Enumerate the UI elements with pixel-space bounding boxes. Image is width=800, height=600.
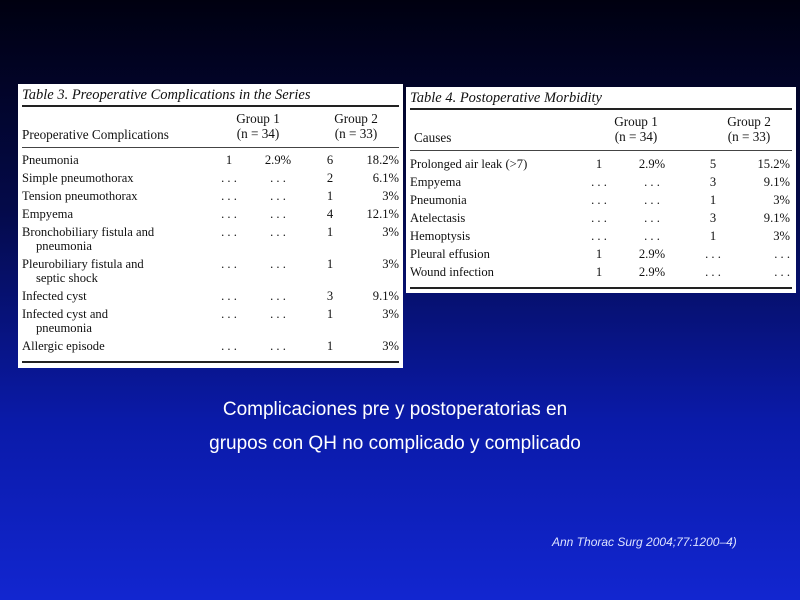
- table4-group2-header: [709, 114, 789, 144]
- cell-g1n: . . .: [221, 339, 237, 353]
- cell-g2p: 3%: [773, 229, 790, 243]
- cell-g2p: . . .: [774, 247, 790, 261]
- cell-g2p: 18.2%: [366, 153, 399, 167]
- cell-g2n: 1: [709, 229, 717, 243]
- row-label-line: Pneumonia: [22, 153, 79, 167]
- cell-g1p: 2.9%: [638, 247, 666, 261]
- cell-g1p: . . .: [270, 207, 286, 221]
- table3-col-label: Preoperative Complications: [22, 127, 169, 142]
- table-row: [406, 229, 796, 247]
- row-label-line: Infected cyst and: [22, 307, 109, 321]
- table3-group1-label: Group 1: [236, 111, 280, 126]
- cell-g1p: . . .: [270, 339, 286, 353]
- cell-g2p: 9.1%: [763, 175, 790, 189]
- row-label-line: pneumonia: [36, 239, 92, 253]
- caption-line-2: grupos con QH no complicado y complicado: [209, 433, 581, 454]
- cell-g1n: . . .: [591, 229, 607, 243]
- cell-g2n: 3: [709, 175, 717, 189]
- cell-g2n: 1: [326, 307, 334, 321]
- table4-group2-label: Group 2: [727, 114, 771, 129]
- cell-g1p: . . .: [644, 193, 660, 207]
- table-row: [18, 289, 403, 307]
- table-row: [18, 225, 403, 257]
- cell-g1p: 2.9%: [638, 265, 666, 279]
- cell-g2p: 3%: [382, 225, 399, 239]
- row-label-line: Pleural effusion: [410, 247, 490, 261]
- cell-g1p: . . .: [270, 289, 286, 303]
- row-label-line: Atelectasis: [410, 211, 466, 225]
- cell-g1n: . . .: [221, 307, 237, 321]
- row-label-line: Tension pneumothorax: [22, 189, 138, 203]
- table-row: [406, 247, 796, 265]
- table3-group2-n: (n = 33): [334, 126, 378, 141]
- cell-g2n: 3: [326, 289, 334, 303]
- cell-g2p: 3%: [382, 189, 399, 203]
- row-label-line: Pneumonia: [410, 193, 467, 207]
- table4-title: Table 4. Postoperative Morbidity: [410, 90, 602, 106]
- table-row: [18, 207, 403, 225]
- cell-g2p: 9.1%: [372, 289, 399, 303]
- row-label: [22, 289, 87, 303]
- cell-g2p: 3%: [382, 339, 399, 353]
- table-row: [18, 153, 403, 171]
- cell-g1p: . . .: [270, 225, 286, 239]
- cell-g2p: 15.2%: [757, 157, 790, 171]
- row-label-line: Bronchobiliary fistula and: [22, 225, 155, 239]
- cell-g1n: . . .: [221, 171, 237, 185]
- row-label-line: Infected cyst: [22, 289, 87, 303]
- table-row: [18, 189, 403, 207]
- row-label-line: Allergic episode: [22, 339, 105, 353]
- table-preoperative-complications: [18, 84, 403, 368]
- cell-g1p: . . .: [270, 171, 286, 185]
- table-row: [406, 193, 796, 211]
- row-label-line: Empyema: [410, 175, 462, 189]
- table-row: [18, 307, 403, 339]
- cell-g1n: . . .: [591, 211, 607, 225]
- table4-group1-header: [596, 114, 676, 144]
- table3-group1-n: (n = 34): [236, 126, 280, 141]
- cell-g1p: . . .: [644, 229, 660, 243]
- table4-col-label: Causes: [414, 130, 452, 145]
- table3-group1-header: [218, 111, 298, 141]
- cell-g1p: 2.9%: [638, 157, 666, 171]
- table4-group2-n: (n = 33): [727, 129, 771, 144]
- caption-line-1: Complicaciones pre y postoperatorias en: [222, 399, 568, 420]
- cell-g1n: 1: [595, 157, 603, 171]
- cell-g2p: 3%: [382, 257, 399, 271]
- cell-g1n: 1: [595, 265, 603, 279]
- table-row: [406, 157, 796, 175]
- table3-title: Table 3. Preoperative Complications in the Series: [22, 87, 311, 103]
- row-label-line: pneumonia: [36, 321, 92, 335]
- row-label-line: Prolonged air leak (>7): [410, 157, 528, 171]
- table3-group2-label: Group 2: [334, 111, 378, 126]
- cell-g1p: . . .: [644, 175, 660, 189]
- cell-g2n: 1: [326, 257, 334, 271]
- table-row: [18, 171, 403, 189]
- row-label: [410, 247, 490, 261]
- table4-bottom-rule: [410, 287, 792, 289]
- cell-g1n: . . .: [221, 225, 237, 239]
- row-label-line: Hemoptysis: [410, 229, 471, 243]
- table3-header: [18, 107, 403, 147]
- cell-g1n: 1: [225, 153, 233, 167]
- cell-g2n: 1: [326, 225, 334, 239]
- cell-g2n: 1: [326, 339, 334, 353]
- row-label: [22, 189, 138, 203]
- table-row: [406, 265, 796, 283]
- table-row: [18, 257, 403, 289]
- row-label: [22, 207, 73, 221]
- row-label-line: Simple pneumothorax: [22, 171, 134, 185]
- cell-g2n: 1: [709, 193, 717, 207]
- table3-group2-header: [316, 111, 396, 141]
- table3-bottom-rule: [22, 361, 399, 363]
- cell-g1n: . . .: [221, 189, 237, 203]
- table-postoperative-morbidity: [406, 87, 796, 293]
- cell-g2n: . . .: [705, 247, 721, 261]
- cell-g1p: 2.9%: [264, 153, 292, 167]
- cell-g1n: 1: [595, 247, 603, 261]
- table-row: [18, 339, 403, 357]
- cell-g1p: . . .: [270, 307, 286, 321]
- cell-g2p: 12.1%: [366, 207, 399, 221]
- cell-g2n: . . .: [705, 265, 721, 279]
- row-label: [410, 175, 461, 189]
- cell-g2p: . . .: [774, 265, 790, 279]
- cell-g2p: 6.1%: [372, 171, 399, 185]
- cell-g1n: . . .: [591, 193, 607, 207]
- cell-g1n: . . .: [221, 289, 237, 303]
- cell-g2n: 3: [709, 211, 717, 225]
- row-label: [22, 171, 134, 185]
- table3-body: [18, 148, 403, 361]
- cell-g2n: 1: [326, 189, 334, 203]
- cell-g2n: 6: [326, 153, 334, 167]
- table-row: [406, 175, 796, 193]
- cell-g2n: 5: [709, 157, 717, 171]
- table4-group1-label: Group 1: [614, 114, 658, 129]
- cell-g2p: 3%: [382, 307, 399, 321]
- cell-g1n: . . .: [221, 257, 237, 271]
- cell-g2p: 9.1%: [763, 211, 790, 225]
- row-label: [22, 225, 154, 253]
- row-label-line: Empyema: [22, 207, 74, 221]
- row-label: [22, 307, 108, 335]
- row-label: [410, 193, 467, 207]
- table4-body: [406, 151, 796, 287]
- row-label: [22, 153, 79, 167]
- table-row: [406, 211, 796, 229]
- cell-g1n: . . .: [221, 207, 237, 221]
- row-label: [410, 211, 465, 225]
- row-label: [22, 257, 144, 285]
- citation: Ann Thorac Surg 2004;77:1200–4): [552, 535, 737, 549]
- row-label-line: Pleurobiliary fistula and: [22, 257, 144, 271]
- row-label: [22, 339, 105, 353]
- row-label-line: Wound infection: [410, 265, 494, 279]
- table4-group1-n: (n = 34): [614, 129, 658, 144]
- row-label: [410, 229, 470, 243]
- row-label: [410, 265, 494, 279]
- table4-header: [406, 110, 796, 150]
- cell-g1p: . . .: [644, 211, 660, 225]
- cell-g2n: 4: [326, 207, 334, 221]
- cell-g2p: 3%: [773, 193, 790, 207]
- cell-g1p: . . .: [270, 189, 286, 203]
- row-label: [410, 157, 527, 171]
- cell-g2n: 2: [326, 171, 334, 185]
- cell-g1p: . . .: [270, 257, 286, 271]
- cell-g1n: . . .: [591, 175, 607, 189]
- row-label-line: septic shock: [36, 271, 98, 285]
